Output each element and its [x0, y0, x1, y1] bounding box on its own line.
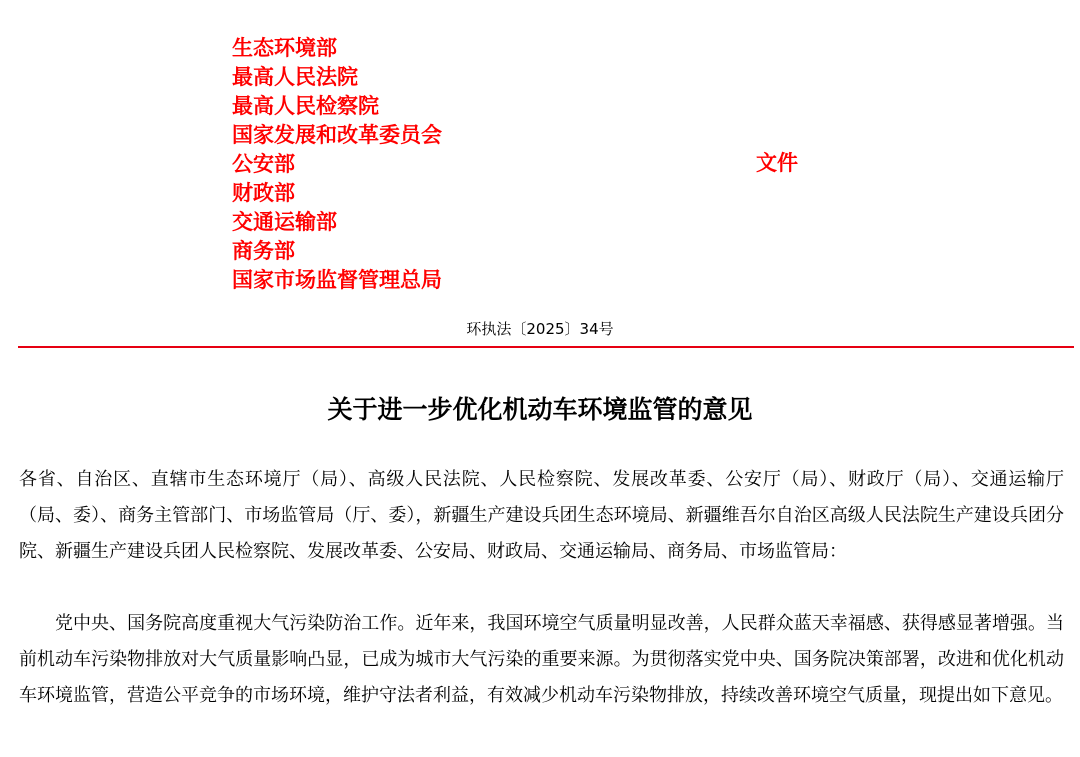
issuer-ministry-of-commerce: 商务部 — [232, 239, 295, 263]
document-number: 环执法〔2025〕34号 — [466, 320, 614, 338]
issuer-ministry-of-transport: 交通运输部 — [232, 210, 337, 234]
issuer-ministry-of-ecology-environment: 生态环境部 — [232, 36, 337, 60]
body-paragraph-1: 党中央、国务院高度重视大气污染防治工作。近年来，我国环境空气质量明显改善，人民群众蓝天幸福感、获得感显著增强。当前机动车污染物排放对大气质量影响凸显，已成为城市大气污染的重要来源。为贯彻落实党中央、国务院决策部署，改进和优化机动车环境监管，营造公平竞争的市场环境，维护守法者利益，有效减少机动车污染物排放，持续改善环境空气质量，现提出如下意见。 — [19, 613, 1064, 706]
document-header-suffix: 文件 — [756, 151, 798, 175]
issuer-ministry-of-public-security: 公安部 — [232, 152, 295, 176]
issuer-supreme-peoples-court: 最高人民法院 — [232, 65, 358, 89]
document-title: 关于进一步优化机动车环境监管的意见 — [327, 395, 753, 424]
red-header-divider — [18, 346, 1074, 348]
issuer-samr: 国家市场监督管理总局 — [232, 268, 442, 292]
issuer-supreme-peoples-procuratorate: 最高人民检察院 — [232, 94, 379, 118]
issuing-authorities-list — [232, 34, 442, 295]
recipients-paragraph: 各省、自治区、直辖市生态环境厅（局）、高级人民法院、人民检察院、发展改革委、公安厅（局）、财政厅（局）、交通运输厅（局、委）、商务主管部门、市场监管局（厅、委），新疆生产建设兵团生态环境局、新疆维吾尔自治区高级人民法院生产建设兵团分院、新疆生产建设兵团人民检察院、发展改革委、公安局、财政局、交通运输局、商务局、市场监管局： — [19, 469, 1064, 562]
issuer-ministry-of-finance: 财政部 — [232, 181, 295, 205]
issuer-ndrc: 国家发展和改革委员会 — [232, 123, 442, 147]
